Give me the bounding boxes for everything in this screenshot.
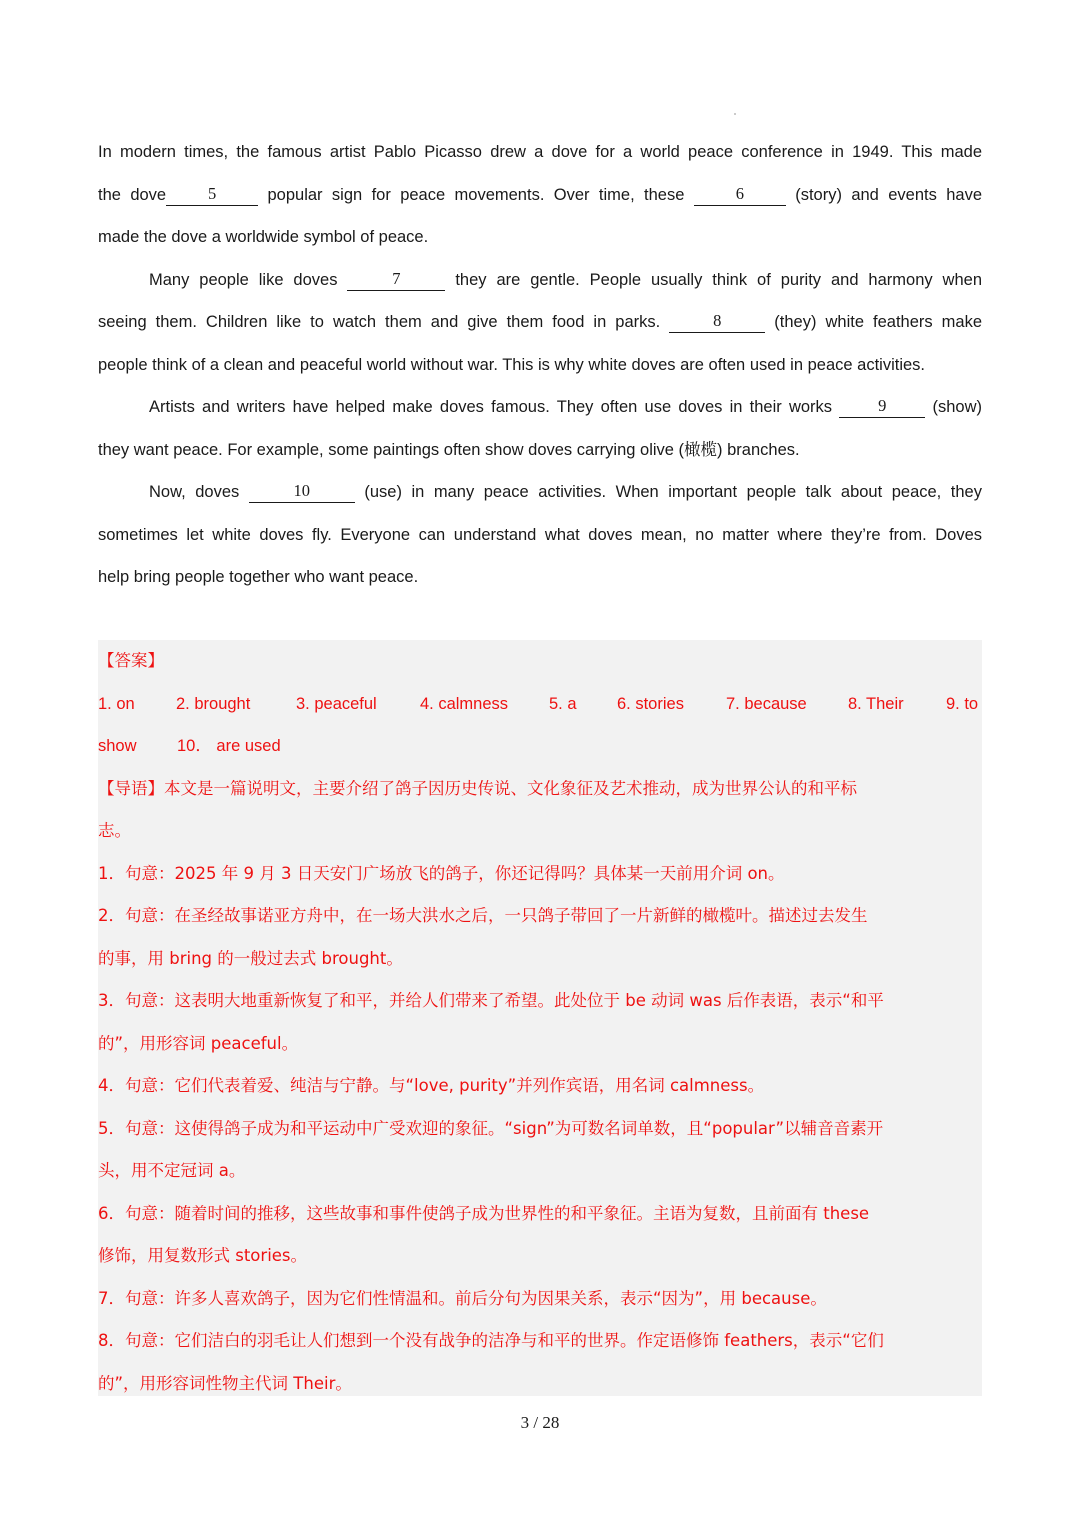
answer-item: 7. because bbox=[726, 694, 807, 713]
answer-item: 3. peaceful bbox=[296, 694, 377, 713]
intro-line: 志。 bbox=[98, 821, 131, 840]
answer-item: 4. calmness bbox=[420, 694, 509, 713]
text-segment: they are gentle. People usually think of purity and harmony when bbox=[455, 270, 983, 289]
blank-9[interactable]: 9 bbox=[839, 395, 925, 418]
passage-text bbox=[98, 131, 982, 599]
answer-item: 6. stories bbox=[617, 694, 684, 713]
blank-8[interactable]: 8 bbox=[669, 310, 765, 333]
text-segment: people think of a clean and peaceful world without war. This is why white doves are often used in peace activities. bbox=[98, 355, 926, 374]
explanation-line: 的”，用形容词性物主代词 Their。 bbox=[98, 1373, 352, 1393]
text-segment: (they) white feathers make bbox=[774, 313, 982, 331]
text-segment: (story) and events have bbox=[795, 185, 983, 204]
explanation-line: 头，用不定冠词 a。 bbox=[98, 1161, 246, 1180]
answer-key-row bbox=[98, 683, 982, 726]
text-segment: (use) in many peace activities. When important people talk about peace, they bbox=[364, 483, 982, 501]
passage-line bbox=[98, 216, 982, 259]
answer-item: 10． are used bbox=[177, 737, 281, 755]
page-number: 3 / 28 bbox=[520, 1413, 560, 1432]
passage-line bbox=[98, 259, 982, 302]
explanation-line: 7．句意：许多人喜欢鸽子，因为它们性情温和。前后分句为因果关系，表示“因为”，用 because。 bbox=[98, 1288, 827, 1308]
passage-line bbox=[98, 344, 982, 387]
passage-line bbox=[98, 131, 982, 174]
intro-line: 【导语】本文是一篇说明文，主要介绍了鸽子因历史传说、文化象征及艺术推动，成为世界公认的和平标 bbox=[98, 778, 857, 798]
answer-item: 1. on bbox=[98, 694, 135, 713]
explanation-line: 6．句意：随着时间的推移，这些故事和事件使鸽子成为世界性的和平象征。主语为复数，且前面有 these bbox=[98, 1203, 870, 1223]
blank-10[interactable]: 10 bbox=[249, 480, 355, 503]
passage-line bbox=[98, 514, 982, 557]
text-segment: (show) bbox=[932, 398, 982, 416]
text-segment: sometimes let white doves fly. Everyone can understand what doves mean, no matter where they’re from. Doves bbox=[98, 525, 982, 544]
explanation-line: 8．句意：它们洁白的羽毛让人们想到一个没有战争的洁净与和平的世界。作定语修饰 feathers，表示“它们 bbox=[98, 1331, 884, 1350]
blank-5[interactable]: 5 bbox=[166, 183, 258, 206]
answer-section bbox=[98, 640, 982, 1396]
passage-line bbox=[98, 174, 982, 217]
text-segment: they want peace. For example, some paintings often show doves carrying olive (橄榄) branches. bbox=[98, 440, 800, 459]
explanation-line: 3．句意：这表明大地重新恢复了和平，并给人们带来了希望。此处位于 be 动词 was 后作表语，表示“和平 bbox=[98, 991, 884, 1010]
explanation-line: 的”，用形容词 peaceful。 bbox=[98, 1033, 299, 1053]
explanation-line: 2．句意：在圣经故事诺亚方舟中，在一场大洪水之后，一只鸽子带回了一片新鲜的橄榄叶。描述过去发生 bbox=[98, 906, 868, 925]
text-segment: made the dove a worldwide symbol of peace. bbox=[98, 228, 429, 246]
blank-7[interactable]: 7 bbox=[347, 268, 445, 291]
passage-line bbox=[98, 301, 982, 344]
answer-item: 5. a bbox=[549, 694, 577, 713]
passage-line bbox=[98, 471, 982, 514]
answer-item: 2. brought bbox=[176, 694, 251, 713]
text-segment: Many people like doves bbox=[149, 270, 338, 289]
answer-item: show bbox=[98, 737, 137, 755]
text-segment: help bring people together who want peace. bbox=[98, 568, 419, 586]
answer-item: 9. to bbox=[946, 694, 979, 713]
explanation-line: 修饰，用复数形式 stories。 bbox=[98, 1246, 308, 1265]
text-segment: seeing them. Children like to watch them and give them food in parks. bbox=[98, 313, 661, 331]
text-segment: Now, doves bbox=[149, 483, 240, 501]
text-segment: the dove bbox=[98, 185, 167, 204]
passage-line bbox=[98, 429, 982, 472]
blank-6[interactable]: 6 bbox=[694, 183, 786, 206]
text-segment: Artists and writers have helped make doves famous. They often use doves in their works bbox=[149, 398, 833, 416]
answer-key-row bbox=[98, 725, 982, 768]
answer-item: 8. Their bbox=[848, 694, 904, 713]
explanation-line: 的事，用 bring 的一般过去式 brought。 bbox=[98, 948, 403, 968]
explanation-line: 1．句意：2025 年 9 月 3 日天安门广场放飞的鸽子，你还记得吗？具体某一天前用介词 on。 bbox=[98, 863, 785, 883]
text-segment: In modern times, the famous artist Pablo Picasso drew a dove for a world peace conference in 1949. This made bbox=[98, 143, 982, 161]
text-segment: popular sign for peace movements. Over time, these bbox=[267, 185, 685, 204]
passage-line bbox=[98, 386, 982, 429]
passage-line bbox=[98, 556, 982, 599]
explanation-line: 5．句意：这使得鸽子成为和平运动中广受欢迎的象征。“sign”为可数名词单数，且“popular”以辅音音素开 bbox=[98, 1118, 884, 1138]
decorative-dot bbox=[734, 113, 736, 115]
answer-heading: 【答案】 bbox=[98, 651, 164, 670]
explanation-line: 4．句意：它们代表着爱、纯洁与宁静。与“love, purity”并列作宾语，用名词 calmness。 bbox=[98, 1076, 765, 1095]
